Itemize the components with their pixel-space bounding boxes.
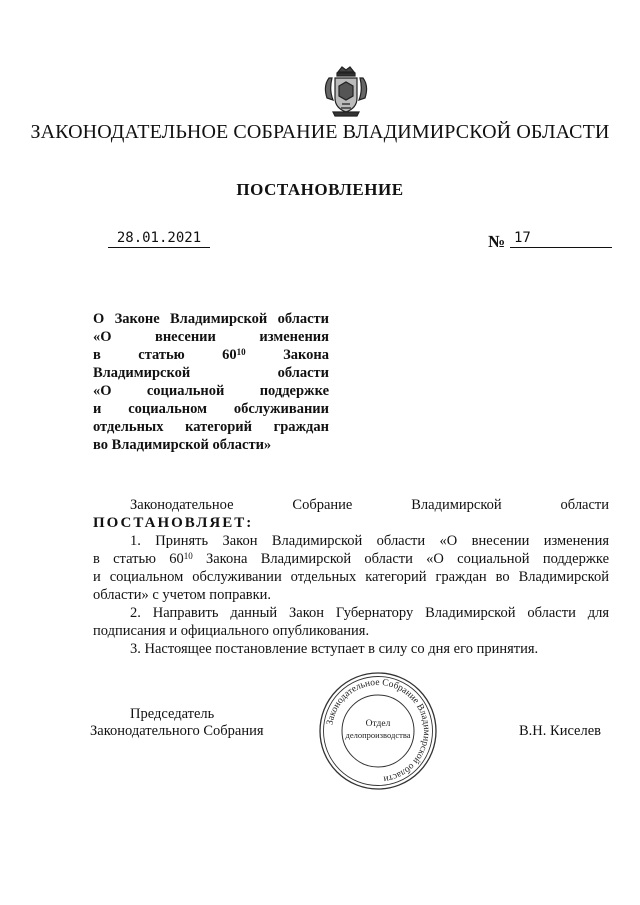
title-line: и социальном обслуживании <box>93 401 330 417</box>
stamp-ring-text: Законодательное Собрание Владимирской области <box>325 677 432 784</box>
resolves-keyword: ПОСТАНОВЛЯЕТ: <box>93 515 254 531</box>
signer-title: Председатель <box>130 706 215 722</box>
stamp-center-text: делопроизводства <box>345 730 411 740</box>
organization-name: ЗАКОНОДАТЕЛЬНОЕ СОБРАНИЕ ВЛАДИМИРСКОЙ ОБЛАСТИ <box>30 121 610 143</box>
paragraph-3: 3. Настоящее постановление вступает в силу со дня его принятия. <box>130 641 539 657</box>
title-line: О Законе Владимирской области <box>93 311 330 327</box>
document-type: ПОСТАНОВЛЕНИЕ <box>236 180 404 199</box>
signer-name: В.Н. Киселев <box>519 723 602 739</box>
preamble: Законодательное Собрание Владимирской области <box>130 497 610 513</box>
paragraph-1-line: и социальном обслуживании отдельных категорий граждан во Владимирской <box>93 569 609 585</box>
paragraph-1-line: 1. Принять Закон Владимирской области «О внесении изменения <box>130 533 609 549</box>
title-line: во Владимирской области» <box>93 437 272 453</box>
title-line: «О социальной поддержке <box>93 383 330 399</box>
number-sign: № <box>488 232 506 251</box>
paragraph-1-line: в статью $60^{10}$ Закона Владимирской области «О социальной поддержке <box>93 551 610 567</box>
title-line: Владимирской области <box>93 365 329 381</box>
document-date: 28.01.2021 <box>108 230 210 248</box>
paragraph-2-line: подписания и официального опубликования. <box>93 623 370 639</box>
official-stamp <box>317 670 439 792</box>
title-line: в статью $60^{10}$ Закона <box>93 347 330 363</box>
title-line: отдельных категорий граждан <box>93 419 329 435</box>
stamp-center-text: Отдел <box>365 719 391 729</box>
coat-of-arms-icon <box>323 64 369 118</box>
paragraph-1-line: области» с учетом поправки. <box>93 587 272 603</box>
title-line: «О внесении изменения <box>93 329 329 345</box>
document-number: 17 <box>510 230 612 248</box>
signer-title: Законодательного Собрания <box>90 723 264 739</box>
paragraph-2-line: 2. Направить данный Закон Губернатору Владимирской области для <box>130 605 609 621</box>
